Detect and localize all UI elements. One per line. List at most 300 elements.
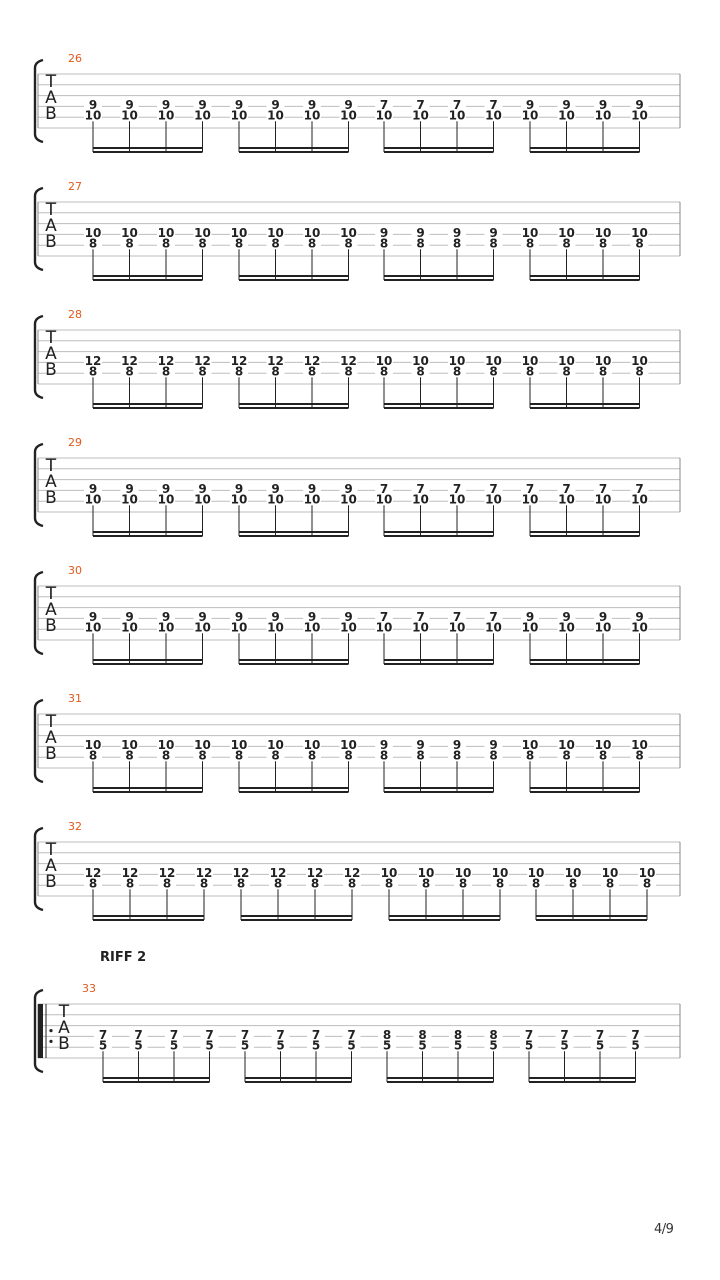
page-number: 4/9: [654, 1222, 674, 1237]
fret-number: 10: [267, 225, 284, 240]
tab-clef-letter: T: [45, 584, 57, 604]
fret-number: 9: [161, 481, 171, 496]
fret-number: 12: [121, 865, 139, 880]
fret-number: 10: [375, 492, 393, 507]
fret-number: 10: [230, 737, 248, 752]
fret-number: 10: [375, 620, 393, 635]
fret-number: 8: [88, 748, 98, 763]
fret-number: 9: [379, 225, 389, 240]
fret-number: 10: [267, 620, 284, 635]
fret-number: 10: [303, 225, 321, 240]
fret-number: 10: [594, 353, 612, 368]
fret-number: 8: [125, 748, 134, 763]
fret-number: 10: [194, 108, 211, 123]
fret-number: 5: [489, 1038, 498, 1053]
fret-number: 8: [344, 748, 353, 763]
fret-number: 9: [307, 609, 317, 624]
fret-number: 8: [562, 748, 571, 763]
fret-number: 5: [205, 1038, 214, 1053]
measure-number: 29: [68, 436, 82, 449]
fret-number: 10: [121, 737, 138, 752]
fret-number: 8: [635, 236, 644, 251]
fret-number: 5: [347, 1038, 356, 1053]
tab-staff: [0, 564, 720, 674]
fret-number: 8: [635, 748, 644, 763]
fret-number: 8: [489, 1027, 498, 1042]
fret-number: 8: [379, 748, 389, 763]
fret-number: 7: [525, 481, 535, 496]
fret-number: 9: [635, 97, 644, 112]
fret-number: 10: [521, 620, 539, 635]
fret-number: 5: [382, 1038, 392, 1053]
fret-number: 10: [194, 620, 211, 635]
fret-number: 10: [412, 353, 429, 368]
fret-number: 7: [595, 1027, 605, 1042]
tab-clef-letter: T: [58, 1002, 70, 1022]
tab-system: [0, 308, 720, 418]
fret-number: 8: [88, 876, 98, 891]
fret-number: 8: [489, 364, 498, 379]
fret-number: 8: [525, 364, 535, 379]
fret-number: 7: [169, 1027, 179, 1042]
fret-number: 12: [194, 353, 211, 368]
fret-number: 10: [594, 225, 612, 240]
tab-clef-letter: A: [45, 88, 57, 108]
fret-number: 10: [194, 492, 211, 507]
fret-number: 10: [230, 108, 248, 123]
tab-staff: [0, 820, 720, 930]
fret-number: 9: [307, 97, 317, 112]
fret-number: 7: [311, 1027, 321, 1042]
fret-number: 7: [524, 1027, 534, 1042]
fret-number: 10: [194, 737, 211, 752]
fret-number: 7: [452, 609, 462, 624]
fret-number: 8: [344, 364, 353, 379]
fret-number: 8: [271, 236, 280, 251]
fret-number: 10: [594, 737, 612, 752]
fret-number: 5: [240, 1038, 250, 1053]
fret-number: 8: [562, 236, 571, 251]
fret-number: 10: [340, 225, 357, 240]
tab-system: [0, 436, 720, 546]
fret-number: 8: [88, 364, 98, 379]
fret-number: 9: [198, 97, 207, 112]
fret-number: 10: [638, 865, 656, 880]
fret-number: 10: [267, 737, 284, 752]
fret-number: 9: [198, 481, 207, 496]
fret-number: 10: [594, 620, 612, 635]
fret-number: 8: [452, 364, 462, 379]
fret-number: 8: [489, 748, 498, 763]
fret-number: 10: [631, 108, 648, 123]
system-bracket: [35, 828, 43, 910]
fret-number: 10: [121, 492, 138, 507]
fret-number: 9: [88, 481, 98, 496]
fret-number: 10: [340, 620, 357, 635]
tab-staff: [0, 982, 720, 1092]
fret-number: 7: [452, 481, 462, 496]
tab-clef-letter: T: [45, 328, 57, 348]
fret-number: 8: [125, 364, 134, 379]
fret-number: 10: [448, 108, 466, 123]
fret-number: 10: [84, 108, 102, 123]
fret-number: 10: [417, 865, 435, 880]
fret-number: 10: [121, 108, 138, 123]
fret-number: 7: [416, 609, 425, 624]
fret-number: 10: [485, 353, 502, 368]
fret-number: 10: [194, 225, 211, 240]
fret-number: 12: [158, 865, 176, 880]
fret-number: 12: [343, 865, 361, 880]
system-bracket: [35, 188, 43, 270]
fret-number: 10: [631, 620, 648, 635]
fret-number: 7: [560, 1027, 569, 1042]
fret-number: 8: [234, 364, 244, 379]
fret-number: 10: [485, 492, 502, 507]
fret-number: 10: [527, 865, 545, 880]
fret-number: 12: [232, 865, 250, 880]
fret-number: 5: [560, 1038, 569, 1053]
fret-number: 5: [98, 1038, 108, 1053]
fret-number: 9: [271, 609, 280, 624]
fret-number: 8: [125, 876, 135, 891]
measure-number: 31: [68, 692, 82, 705]
fret-number: 10: [84, 225, 102, 240]
fret-number: 9: [344, 481, 353, 496]
fret-number: 8: [198, 748, 207, 763]
fret-number: 9: [344, 609, 353, 624]
fret-number: 10: [558, 620, 575, 635]
fret-number: 12: [267, 353, 284, 368]
fret-number: 7: [489, 97, 498, 112]
fret-number: 7: [240, 1027, 250, 1042]
fret-number: 10: [84, 737, 102, 752]
fret-number: 10: [230, 225, 248, 240]
fret-number: 10: [340, 737, 357, 752]
fret-number: 10: [340, 108, 357, 123]
section-label: RIFF 2: [100, 950, 147, 965]
fret-number: 8: [310, 876, 320, 891]
fret-number: 10: [84, 492, 102, 507]
fret-number: 10: [448, 492, 466, 507]
fret-number: 10: [157, 492, 175, 507]
fret-number: 10: [230, 492, 248, 507]
tab-clef-letter: A: [58, 1018, 70, 1038]
fret-number: 8: [416, 364, 425, 379]
fret-number: 10: [84, 620, 102, 635]
fret-number: 10: [375, 353, 393, 368]
fret-number: 10: [267, 492, 284, 507]
fret-number: 8: [568, 876, 578, 891]
fret-number: 10: [491, 865, 509, 880]
fret-number: 8: [453, 1027, 463, 1042]
fret-number: 10: [631, 225, 648, 240]
fret-number: 7: [489, 609, 498, 624]
fret-number: 10: [558, 737, 575, 752]
measure-number: 27: [68, 180, 82, 193]
fret-number: 8: [562, 364, 571, 379]
fret-number: 10: [594, 492, 612, 507]
system-bracket: [35, 700, 43, 782]
fret-number: 8: [198, 236, 207, 251]
fret-number: 5: [134, 1038, 143, 1053]
fret-number: 10: [601, 865, 619, 880]
fret-number: 8: [161, 748, 171, 763]
tab-clef-letter: B: [45, 488, 57, 508]
tab-clef-letter: A: [45, 856, 57, 876]
fret-number: 8: [161, 364, 171, 379]
fret-number: 9: [271, 97, 280, 112]
fret-number: 10: [521, 737, 539, 752]
tab-clef-letter: B: [45, 104, 57, 124]
fret-number: 8: [598, 236, 608, 251]
fret-number: 10: [594, 108, 612, 123]
tab-system: [0, 180, 720, 290]
fret-number: 10: [121, 620, 138, 635]
fret-number: 10: [230, 620, 248, 635]
fret-number: 12: [306, 865, 324, 880]
fret-number: 8: [416, 748, 425, 763]
tab-clef-letter: T: [45, 72, 57, 92]
tab-clef-letter: B: [58, 1034, 70, 1054]
measure-number: 33: [82, 982, 96, 995]
fret-number: 7: [416, 481, 425, 496]
fret-number: 9: [234, 609, 244, 624]
fret-number: 8: [236, 876, 246, 891]
measure-number: 30: [68, 564, 82, 577]
fret-number: 8: [307, 748, 317, 763]
repeat-dot: [49, 1040, 52, 1043]
fret-number: 7: [635, 481, 644, 496]
fret-number: 7: [562, 481, 571, 496]
fret-number: 7: [631, 1027, 640, 1042]
fret-number: 10: [267, 108, 284, 123]
fret-number: 9: [125, 97, 134, 112]
fret-number: 9: [234, 97, 244, 112]
system-bracket: [35, 444, 43, 526]
repeat-dot: [49, 1029, 52, 1032]
fret-number: 9: [598, 609, 608, 624]
repeat-thick-bar: [38, 1004, 43, 1058]
fret-number: 10: [340, 492, 357, 507]
tab-system: [0, 692, 720, 802]
fret-number: 7: [416, 97, 425, 112]
fret-number: 8: [489, 236, 498, 251]
fret-number: 8: [271, 748, 280, 763]
fret-number: 8: [234, 236, 244, 251]
fret-number: 8: [598, 748, 608, 763]
fret-number: 9: [125, 481, 134, 496]
fret-number: 8: [198, 364, 207, 379]
fret-number: 7: [347, 1027, 356, 1042]
fret-number: 8: [161, 236, 171, 251]
fret-number: 7: [134, 1027, 143, 1042]
fret-number: 10: [521, 108, 539, 123]
fret-number: 5: [631, 1038, 640, 1053]
fret-number: 10: [380, 865, 398, 880]
fret-number: 10: [303, 108, 321, 123]
fret-number: 8: [525, 236, 535, 251]
measure-number: 32: [68, 820, 82, 833]
tab-clef-letter: T: [45, 200, 57, 220]
fret-number: 7: [598, 481, 608, 496]
fret-number: 8: [199, 876, 209, 891]
fret-number: 9: [489, 737, 498, 752]
fret-number: 10: [375, 108, 393, 123]
fret-number: 8: [307, 364, 317, 379]
tab-clef-letter: B: [45, 360, 57, 380]
fret-number: 9: [489, 225, 498, 240]
tab-system: [0, 52, 720, 162]
fret-number: 7: [379, 481, 389, 496]
tab-clef-letter: B: [45, 744, 57, 764]
fret-number: 8: [416, 236, 425, 251]
fret-number: 8: [598, 364, 608, 379]
fret-number: 9: [161, 97, 171, 112]
fret-number: 8: [382, 1027, 392, 1042]
tab-clef-letter: A: [45, 600, 57, 620]
fret-number: 9: [525, 97, 535, 112]
fret-number: 10: [454, 865, 472, 880]
fret-number: 8: [531, 876, 541, 891]
fret-number: 10: [448, 620, 466, 635]
fret-number: 8: [271, 364, 280, 379]
fret-number: 9: [307, 481, 317, 496]
fret-number: 8: [495, 876, 505, 891]
fret-number: 10: [303, 620, 321, 635]
tab-staff: [0, 52, 720, 162]
fret-number: 9: [234, 481, 244, 496]
fret-number: 10: [303, 492, 321, 507]
tab-clef-letter: A: [45, 472, 57, 492]
fret-number: 9: [635, 609, 644, 624]
tab-staff: [0, 692, 720, 802]
tab-staff: [0, 436, 720, 546]
fret-number: 8: [273, 876, 283, 891]
fret-number: 9: [562, 97, 571, 112]
tab-clef-letter: B: [45, 232, 57, 252]
fret-number: 12: [195, 865, 213, 880]
fret-number: 8: [379, 236, 389, 251]
fret-number: 10: [485, 108, 502, 123]
measure-number: 28: [68, 308, 82, 321]
tab-clef-letter: T: [45, 840, 57, 860]
fret-number: 9: [161, 609, 171, 624]
fret-number: 7: [379, 97, 389, 112]
fret-number: 10: [631, 353, 648, 368]
fret-number: 8: [125, 236, 134, 251]
fret-number: 8: [379, 364, 389, 379]
fret-number: 9: [452, 225, 462, 240]
fret-number: 10: [157, 108, 175, 123]
tab-staff: [0, 180, 720, 290]
fret-number: 9: [88, 97, 98, 112]
fret-number: 10: [157, 620, 175, 635]
fret-number: 10: [558, 225, 575, 240]
fret-number: 9: [198, 609, 207, 624]
fret-number: 12: [84, 865, 102, 880]
fret-number: 9: [525, 609, 535, 624]
measure-number: 26: [68, 52, 82, 65]
fret-number: 7: [452, 97, 462, 112]
system-bracket: [35, 572, 43, 654]
fret-number: 7: [276, 1027, 285, 1042]
fret-number: 10: [564, 865, 582, 880]
system-bracket: [35, 60, 43, 142]
fret-number: 8: [234, 748, 244, 763]
fret-number: 8: [635, 364, 644, 379]
fret-number: 8: [642, 876, 652, 891]
fret-number: 8: [344, 236, 353, 251]
fret-number: 10: [448, 353, 466, 368]
fret-number: 9: [452, 737, 462, 752]
fret-number: 5: [418, 1038, 427, 1053]
fret-number: 8: [162, 876, 172, 891]
tab-staff: [0, 308, 720, 418]
fret-number: 12: [340, 353, 357, 368]
fret-number: 9: [271, 481, 280, 496]
tab-system: [0, 564, 720, 674]
fret-number: 12: [230, 353, 248, 368]
fret-number: 10: [157, 225, 175, 240]
fret-number: 8: [418, 1027, 427, 1042]
fret-number: 9: [344, 97, 353, 112]
tab-clef-letter: T: [45, 456, 57, 476]
fret-number: 7: [98, 1027, 108, 1042]
fret-number: 8: [605, 876, 615, 891]
fret-number: 5: [169, 1038, 179, 1053]
fret-number: 5: [276, 1038, 285, 1053]
fret-number: 10: [303, 737, 321, 752]
fret-number: 5: [524, 1038, 534, 1053]
fret-number: 8: [458, 876, 468, 891]
fret-number: 9: [88, 609, 98, 624]
tab-system: [0, 820, 720, 930]
fret-number: 5: [595, 1038, 605, 1053]
fret-number: 8: [452, 236, 462, 251]
tab-clef-letter: A: [45, 216, 57, 236]
fret-number: 12: [157, 353, 175, 368]
fret-number: 10: [521, 353, 539, 368]
fret-number: 9: [562, 609, 571, 624]
fret-number: 10: [558, 353, 575, 368]
fret-number: 10: [631, 492, 648, 507]
fret-number: 10: [485, 620, 502, 635]
fret-number: 10: [157, 737, 175, 752]
fret-number: 8: [88, 236, 98, 251]
fret-number: 10: [412, 108, 429, 123]
tab-clef-letter: B: [45, 872, 57, 892]
fret-number: 8: [525, 748, 535, 763]
fret-number: 5: [453, 1038, 463, 1053]
fret-number: 8: [347, 876, 357, 891]
fret-number: 8: [384, 876, 394, 891]
fret-number: 10: [521, 225, 539, 240]
fret-number: 8: [307, 236, 317, 251]
fret-number: 10: [412, 620, 429, 635]
fret-number: 9: [416, 225, 425, 240]
fret-number: 12: [269, 865, 287, 880]
tab-system: [0, 982, 720, 1092]
system-bracket: [35, 316, 43, 398]
fret-number: 7: [205, 1027, 214, 1042]
fret-number: 10: [121, 225, 138, 240]
fret-number: 10: [558, 108, 575, 123]
fret-number: 10: [558, 492, 575, 507]
fret-number: 10: [521, 492, 539, 507]
fret-number: 10: [412, 492, 429, 507]
fret-number: 7: [379, 609, 389, 624]
